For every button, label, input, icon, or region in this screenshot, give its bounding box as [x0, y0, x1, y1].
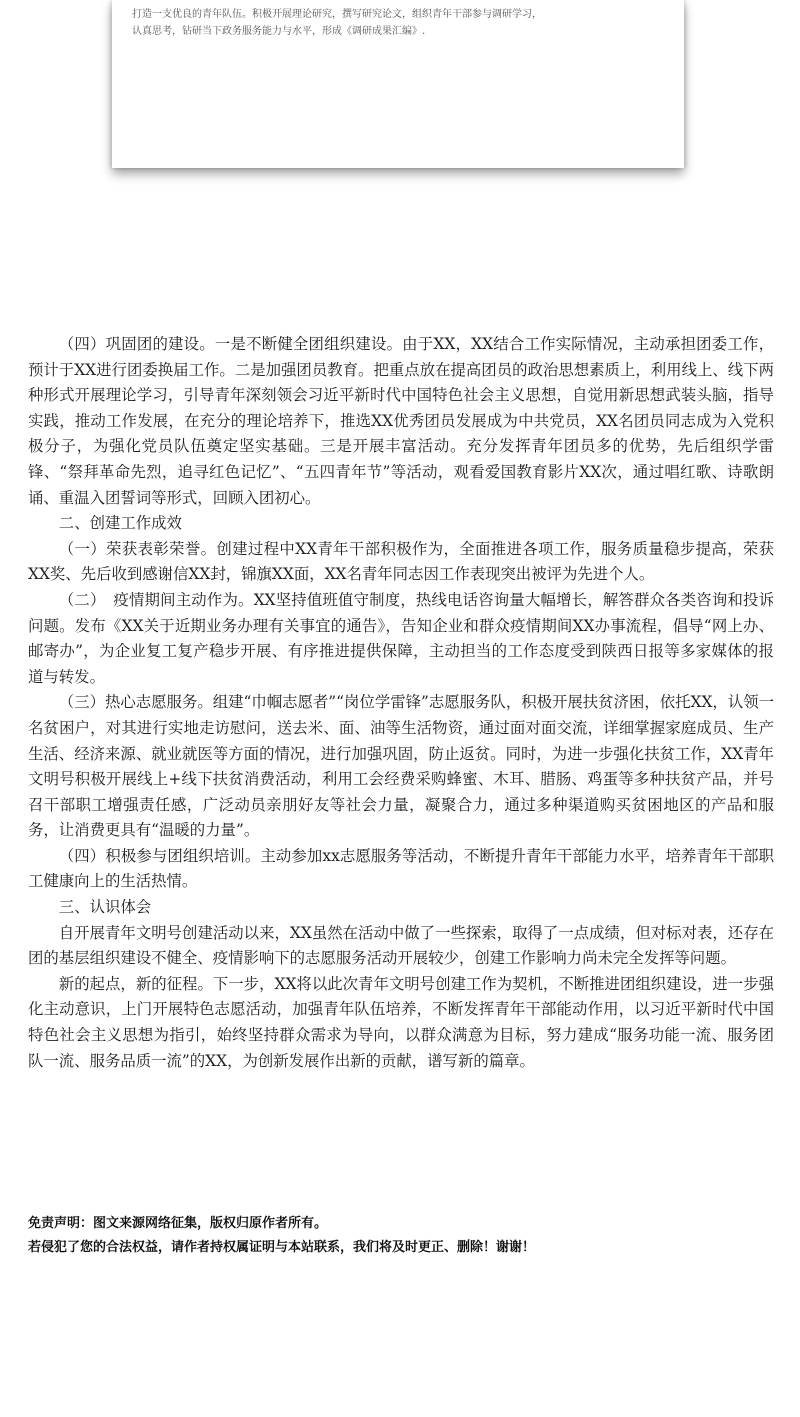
- paragraph: （一）荣获表彰荣誉。创建过程中XX青年干部积极作为，全面推进各项工作，服务质量稳步提高，荣获XX奖、先后收到感谢信XX封，锦旗XX面，XX名青年同志因工作表现突出被评为先进个人。: [28, 539, 774, 584]
- paragraph: （四）巩固团的建设。一是不断健全团组织建设。由于XX，XX结合工作实际情况，主动承担团委工作，预计于XX进行团委换届工作。二是加强团员教育。把重点放在提高团员的政治思想素质上，利用线上、线下两种形式开展理论学习，引导青年深刻领会习近平新时代中国特色社会主义思想，自觉用新思想武装头脑，指导实践，推动工作发展，在充分的理论培养下，推选XX优秀团员发展成为中共党员，XX名团员同志成为入党积极分子，为强化党员队伍奠定坚实基础。三是开展丰富活动。充分发挥青年团员多的优势，先后组织学雷锋、“祭拜革命先烈，追寻红色记忆”、“五四青年节”等活动，观看爱国教育影片XX次，通过唱红歌、诗歌朗诵、重温入团誓词等形式，回顾入团初心。: [28, 335, 774, 507]
- preview-text: [132, 6, 662, 40]
- paragraph: （四）积极参与团组织培训。主动参加xx志愿服务等活动，不断提升青年干部能力水平，培养青年干部职工健康向上的生活热情。: [28, 846, 774, 891]
- preview-line: 打造一支优良的青年队伍。积极开展理论研究，撰写研究论文，组织青年干部参与调研学习，: [132, 9, 542, 20]
- disclaimer-line: 免责声明：图文来源网络征集，版权归原作者所有。: [28, 1216, 328, 1231]
- preview-line: 认真思考，钻研当下政务服务能力与水平，形成《调研成果汇编》.: [132, 26, 426, 37]
- document-preview-card: [112, 0, 684, 168]
- disclaimer: [28, 1212, 774, 1260]
- section-heading: 三、认识体会: [58, 898, 152, 917]
- paragraph: 新的起点，新的征程。下一步，XX将以此次青年文明号创建工作为契机，不断推进团组织建设，进一步强化主动意识，上门开展特色志愿活动，加强青年队伍培养，不断发挥青年干部能动作用，以习近平新时代中国特色社会主义思想为指引，始终坚持群众需求为导向，以群众满意为目标，努力建成“服务功能一流、服务团队一流、服务品质一流”的XX，为创新发展作出新的贡献，谱写新的篇章。: [28, 974, 774, 1070]
- section-heading: 二、创建工作成效: [58, 514, 182, 533]
- paragraph: （三）热心志愿服务。组建“巾帼志愿者”“岗位学雷锋”志愿服务队，积极开展扶贫济困，依托XX，认领一名贫困户，对其进行实地走访慰问，送去米、面、油等生活物资，通过面对面交流，详细掌握家庭成员、生产生活、经济来源、就业就医等方面的情况，进行加强巩固，防止返贫。同时，为进一步强化扶贫工作，XX青年文明号积极开展线上+线下扶贫消费活动，利用工会经费采购蜂蜜、木耳、腊肠、鸡蛋等多种扶贫产品，并号召干部职工增强责任感，广泛动员亲朋好友等社会力量，凝聚合力，通过多种渠道购买贫困地区的产品和服务，让消费更具有“温暖的力量”。: [28, 693, 774, 840]
- disclaimer-line: 若侵犯了您的合法权益，请作者持权属证明与本站联系，我们将及时更正、删除！谢谢！: [28, 1240, 536, 1255]
- paragraph: 自开展青年文明号创建活动以来，XX虽然在活动中做了一些探索，取得了一点成绩，但对标对表，还存在团的基层组织建设不健全、疫情影响下的志愿服务活动开展较少，创建工作影响力尚未完全发挥等问题。: [28, 923, 774, 968]
- document-body: [28, 332, 774, 1074]
- top-area: [0, 0, 800, 240]
- paragraph: （二） 疫情期间主动作为。XX坚持值班值守制度，热线电话咨询量大幅增长，解答群众各类咨询和投诉问题。发布《XX关于近期业务办理有关事宜的通告》，告知企业和群众疫情期间XX办事流程，倡导“网上办、邮寄办”，为企业复工复产稳步开展、有序推进提供保障，主动担当的工作态度受到陕西日报等多家媒体的报道与转发。: [28, 590, 774, 686]
